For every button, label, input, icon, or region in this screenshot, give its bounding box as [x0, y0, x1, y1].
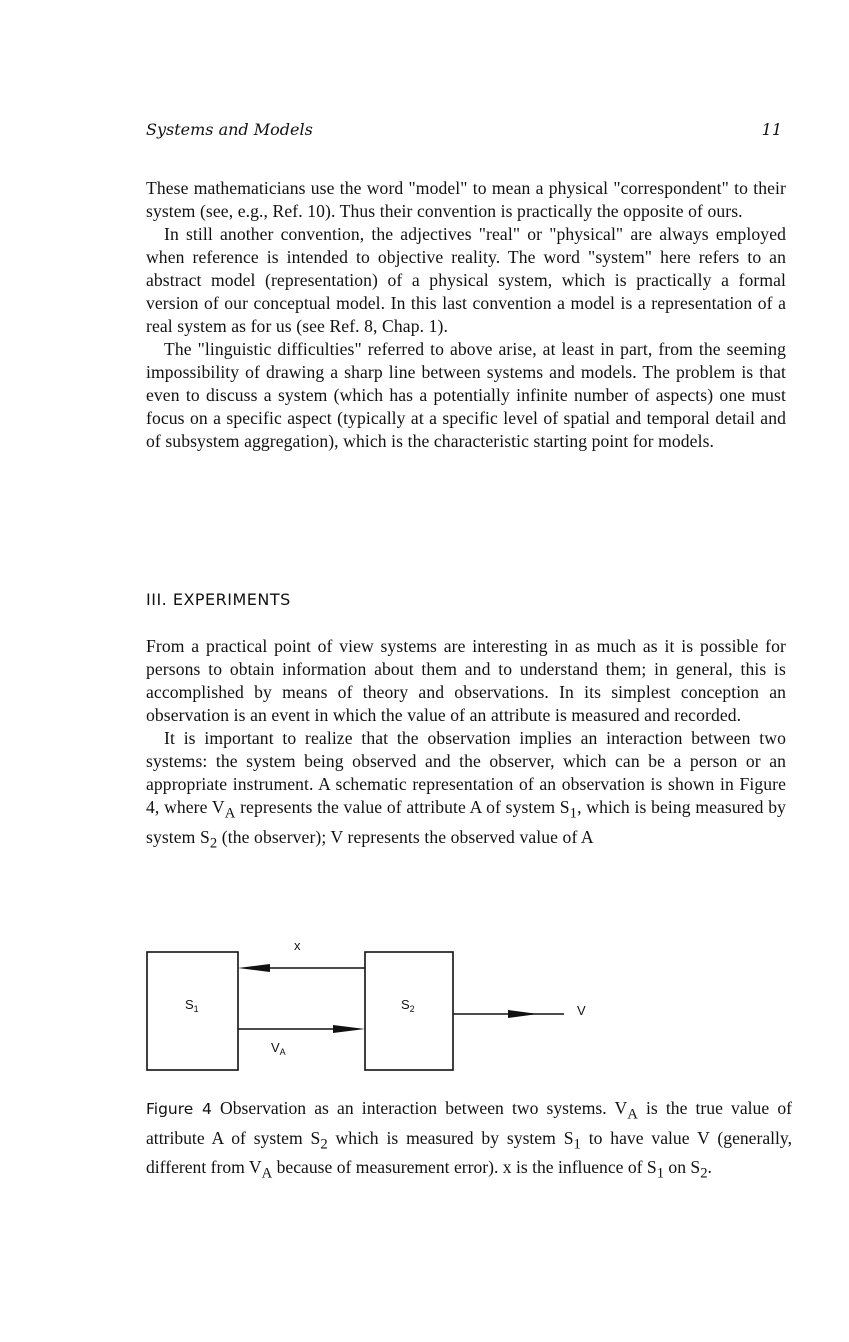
subscript: A — [627, 1106, 638, 1123]
paragraph: These mathematicians use the word "model" to mean a physical "correspondent" to their system (see, e.g., Ref. 10). Thus their convention is practically the opposite of ours. — [146, 178, 786, 221]
arrow-head — [238, 964, 270, 972]
subscript: 1 — [656, 1165, 665, 1182]
arrow-head — [508, 1010, 538, 1018]
body-text-block-1 — [146, 177, 786, 453]
figure-4-diagram — [140, 928, 610, 1078]
subscript: 1 — [573, 1136, 581, 1153]
text-run: Observation as an interaction between two systems. V — [211, 1098, 628, 1118]
true-value-label: $V_A$ — [271, 1040, 286, 1057]
text-run: which is measured by system S — [327, 1127, 574, 1148]
subscript: 1 — [569, 805, 578, 822]
subscript: 2 — [209, 835, 218, 852]
text-run: , which is being measured by system S — [146, 797, 787, 847]
caption-label: Figure 4 — [146, 1100, 212, 1118]
text-run: on S — [664, 1157, 701, 1178]
box-label-s2: $S_2$ — [401, 997, 415, 1014]
influence-label: x — [294, 938, 301, 953]
subscript: 2 — [700, 1165, 708, 1182]
text-run: represents the value of attribute A of system S — [235, 797, 570, 817]
text-run: because of measurement error). x is the influence of S — [272, 1157, 657, 1178]
running-head — [146, 120, 782, 144]
paragraph: From a practical point of view systems are interesting in as much as it is possible for persons to obtain information about them and to understand them; in general, this is accomplished by means of theory and observations. In its simplest conception an observation is an event in which the value of an attribute is measured and recorded. — [146, 636, 786, 725]
paragraph: In still another convention, the adjectives "real" or "physical" are always employed when reference is intended to objective reality. The word "system" here refers to an abstract model (representation) of a physical system, which is practically a formal version of our conceptual model. In this last convention a model is a representation of a real system as for us (see Ref. 8, Chap. 1). — [146, 224, 786, 336]
observed-value-label: V — [577, 1003, 586, 1018]
text-run: is the true value of attribute A of system S — [146, 1098, 792, 1148]
paragraph — [146, 727, 786, 855]
subscript: 2 — [320, 1136, 328, 1153]
running-title: Systems and Models — [146, 120, 313, 139]
arrow-head — [333, 1025, 365, 1033]
text-run: . — [707, 1157, 712, 1178]
subscript: A — [224, 805, 236, 822]
box-label-s1: $S_1$ — [185, 997, 199, 1014]
text-run: (the observer); V represents the observed value of A — [217, 826, 594, 847]
body-text-block-2 — [146, 635, 786, 855]
paragraph: The "linguistic difficulties" referred to above arise, at least in part, from the seeming impossibility of drawing a sharp line between systems and models. The problem is that even to discuss a system (which has a potentially infinite number of aspects) one must focus on a specific aspect (typically at a specific level of spatial and temporal detail and of subsystem aggregation), which is the characteristic starting point for models. — [146, 339, 786, 451]
text-run: to have value V (generally, different from V — [146, 1127, 792, 1178]
page-number: 11 — [761, 120, 782, 139]
text-run: It is important to realize that the observation implies an interaction between two systems: the system being observed and the observer, which can be a person or an appropriate instrument. A schematic representation of an observation is shown in Figure 4, where V — [146, 728, 786, 817]
figure-caption — [146, 1097, 792, 1186]
subscript: A — [261, 1165, 273, 1182]
section-heading: III. EXPERIMENTS — [146, 590, 291, 609]
